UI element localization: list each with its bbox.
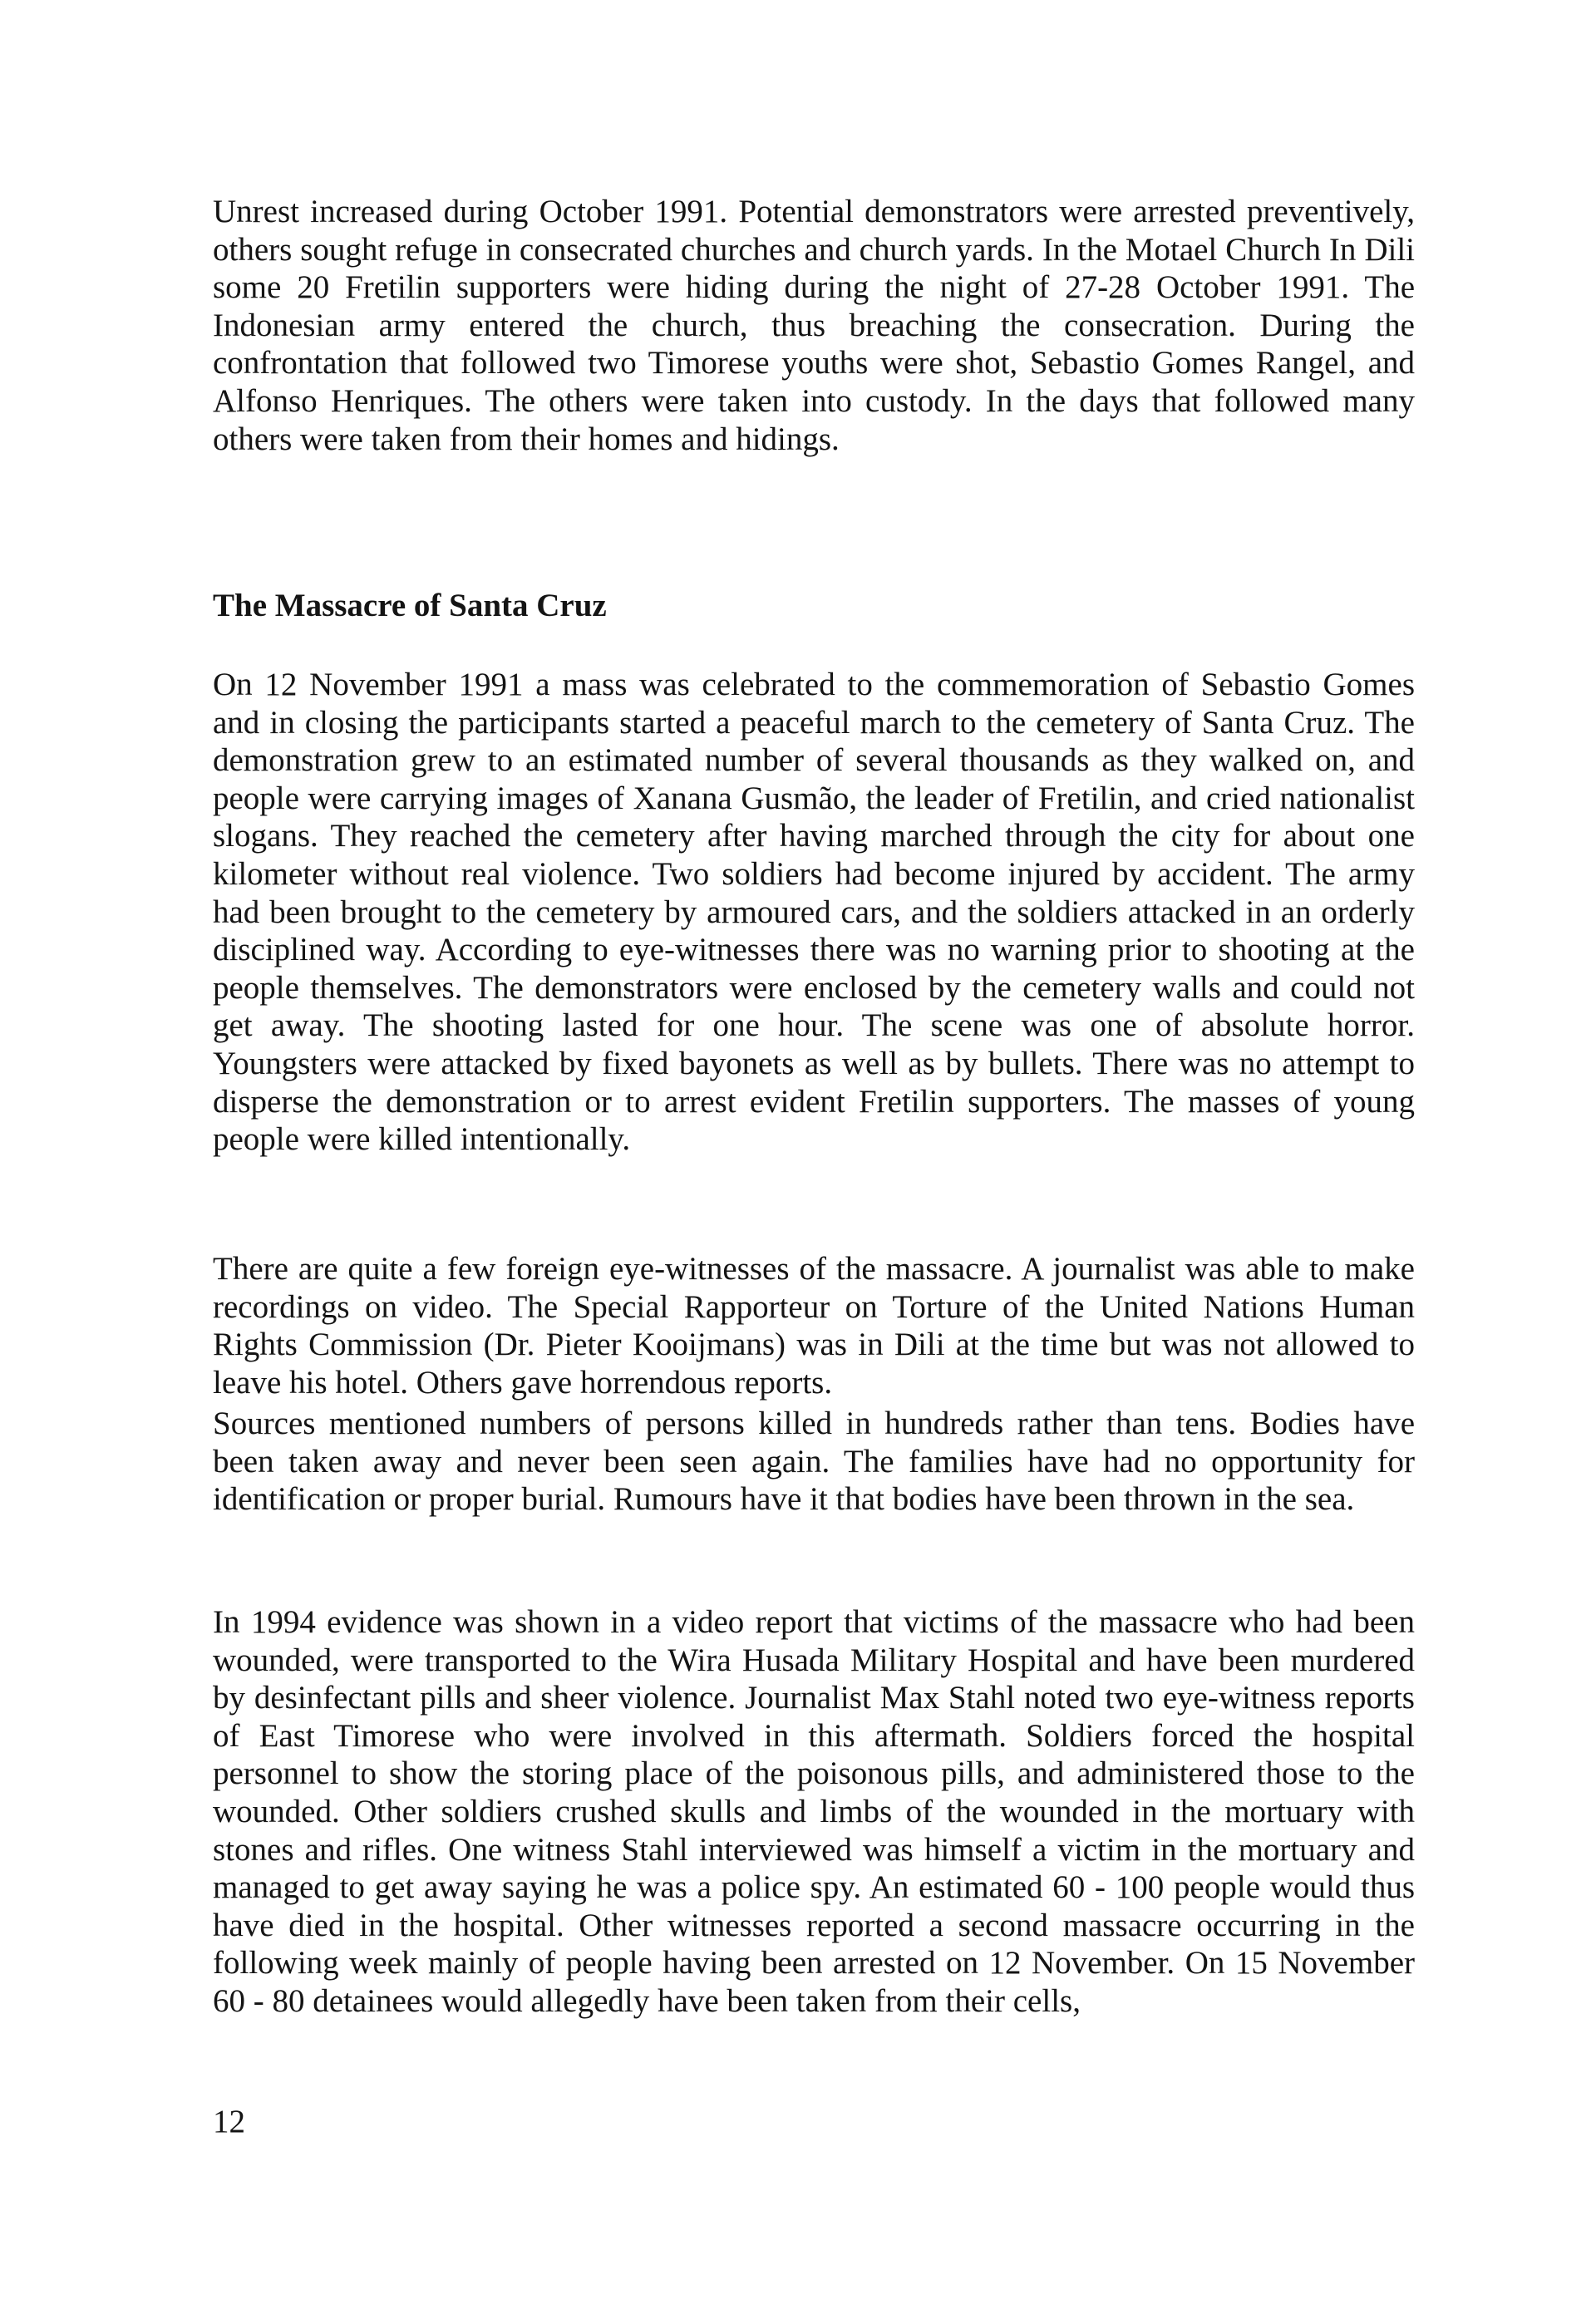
paragraph-massacre-account: On 12 November 1991 a mass was celebrated to the commemoration of Sebastio Gomes and in closing the participants started a peaceful march to the cemetery of Santa Cruz. The demonstration grew to an estimated number of several thousands as they walked on, and people were carrying images of Xanana Gusmão, the leader of Fretilin, and cried nationalist slogans. They reached the cemetery after having marched through the city for about one kilometer without real violence. Two soldiers had become injured by accident. The army had been brought to the cemetery by armoured cars, and the soldiers attacked in an orderly disciplined way. According to eye-witnesses there was no warning prior to shooting at the people themselves. The demonstrators were enclosed by the cemetery walls and could not get away. The shooting lasted for one hour. The scene was one of absolute horror. Youngsters were attacked by fixed bayonets as well as by bullets. There was no attempt to disperse the demonstration or to arrest evident Fretilin supporters. The masses of young people were killed intentionally. [213,667,1415,1158]
section-heading-santa-cruz: The Massacre of Santa Cruz [213,588,607,623]
page-number: 12 [213,2104,245,2139]
paragraph-unrest-october: Unrest increased during October 1991. Potential demonstrators were arrested preventively, others sought refuge in consecrated churches and church yards. In the Motael Church In Dili some 20 Fretilin supporters were hiding during the night of 27-28 October 1991. The Indonesian army entered the church, thus breaching the consecration. During the confrontation that followed two Timorese youths were shot, Sebastio Gomes Rangel, and Alfonso Henriques. The others were taken into custody. In the days that followed many others were taken from their homes and hidings. [213,194,1415,457]
paragraph-hospital-evidence: In 1994 evidence was shown in a video report that victims of the massacre who had been wounded, were transported to the Wira Husada Military Hospital and have been murdered by desinfectant pills and sheer violence. Journalist Max Stahl noted two eye-witness reports of East Timorese who were involved in this aftermath. Soldiers forced the hospital personnel to show the storing place of the poisonous pills, and administered those to the wounded. Other soldiers crushed skulls and limbs of the wounded in the mortuary with stones and rifles. One witness Stahl interviewed was himself a victim in the mortuary and managed to get away saying he was a police spy. An estimated 60 - 100 people would thus have died in the hospital. Other witnesses reported a second massacre occurring in the following week mainly of people having been arrested on 12 November. On 15 November 60 - 80 detainees would allegedly have been taken from their cells, [213,1604,1415,2019]
paragraph-foreign-witnesses: There are quite a few foreign eye-witnesses of the massacre. A journalist was able to make recordings on video. The Special Rapporteur on Torture of the United Nations Human Rights Commission (Dr. Pieter Kooijmans) was in Dili at the time but was not allowed to leave his hotel. Others gave horrendous reports. [213,1251,1415,1401]
paragraph-casualty-sources: Sources mentioned numbers of persons killed in hundreds rather than tens. Bodies have been taken away and never been seen again. The families have had no opportunity for identification or proper burial. Rumours have it that bodies have been thrown in the sea. [213,1406,1415,1518]
